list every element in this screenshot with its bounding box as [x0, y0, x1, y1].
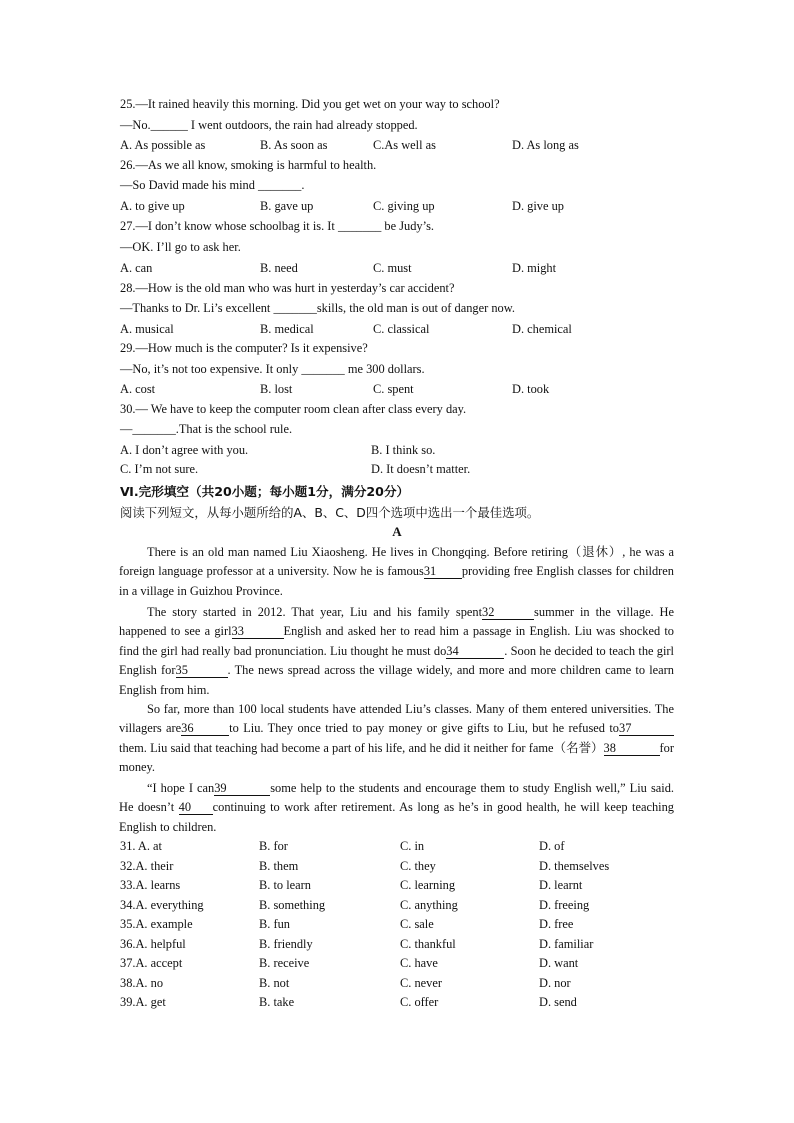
- option-a: A. I don’t agree with you.: [120, 443, 249, 457]
- option-c: C. giving up: [373, 199, 435, 213]
- passage-paragraph-3: So far, more than 100 local students have attended Liu’s classes. Many of them entered universities. The villagers are36 to Liu. They once tried to pay money or give gifts to Liu, but he refused to37them. Liu said that teaching had become a part of his life, and he did it neither for fame（名誉）38 for money.: [119, 702, 674, 775]
- cloze-option-b: B. not: [259, 975, 290, 990]
- cloze-option-a: 38.A. no: [120, 975, 164, 990]
- cloze-option-b: B. to learn: [259, 878, 311, 892]
- cloze-option-d: D. free: [539, 917, 574, 931]
- option-c: C. spent: [373, 382, 414, 396]
- cloze-option-c: C. have: [400, 956, 438, 970]
- cloze-option-d: D. want: [539, 956, 579, 970]
- cloze-option-b: B. them: [259, 858, 299, 873]
- cloze-option-a: 34.A. everything: [120, 897, 204, 912]
- cloze-option-c: C. they: [400, 858, 436, 873]
- cloze-option-b: B. friendly: [259, 936, 313, 951]
- blank-33: 33: [232, 625, 284, 639]
- question-reply: —Thanks to Dr. Li’s excellent _______skills, the old man is out of danger now.: [120, 301, 515, 315]
- option-a: A. can: [120, 261, 153, 275]
- question-stem: 27.—I don’t know whose schoolbag it is. It _______ be Judy’s.: [120, 219, 434, 233]
- cloze-option-a: 37.A. accept: [120, 956, 183, 970]
- cloze-option-d: D. learnt: [539, 878, 583, 892]
- cloze-option-d: D. themselves: [539, 858, 610, 873]
- blank-38: 38: [604, 742, 660, 756]
- question-reply: —So David made his mind _______.: [120, 178, 305, 192]
- option-d: D. It doesn’t matter.: [371, 462, 471, 476]
- cloze-option-a: 31. A. at: [120, 839, 162, 853]
- cloze-option-c: C. anything: [400, 897, 458, 912]
- option-b: B. I think so.: [371, 443, 436, 457]
- option-a: A. musical: [120, 322, 174, 336]
- option-b: B. gave up: [260, 199, 314, 213]
- question-reply: —No.______ I went outdoors, the rain had already stopped.: [120, 118, 418, 132]
- cloze-option-b: B. for: [259, 839, 288, 853]
- cloze-option-d: D. send: [539, 995, 577, 1009]
- blank-40: 40: [179, 801, 213, 815]
- option-d: D. give up: [512, 199, 564, 213]
- question-stem: 29.—How much is the computer? Is it expensive?: [120, 341, 368, 355]
- passage-paragraph-1: There is an old man named Liu Xiaosheng. He lives in Chongqing. Before retiring（退休）, he was a foreign language professor at a university. Now he is famous31 providing free English classes for children in a village in Guizhou Province.: [119, 545, 674, 598]
- option-d: D. chemical: [512, 322, 572, 336]
- question-reply: —No, it’s not too expensive. It only _______ me 300 dollars.: [120, 362, 425, 376]
- cloze-option-c: C. in: [400, 839, 425, 853]
- option-d: D. took: [512, 382, 550, 396]
- question-stem: 25.—It rained heavily this morning. Did you get wet on your way to school?: [120, 97, 500, 111]
- cloze-option-a: 35.A. example: [120, 917, 193, 931]
- option-d: D. might: [512, 261, 557, 275]
- cloze-option-d: D. freeing: [539, 897, 590, 912]
- cloze-option-d: D. familiar: [539, 936, 594, 951]
- option-b: B. need: [260, 261, 298, 275]
- cloze-option-d: D. nor: [539, 975, 571, 990]
- blank-32: 32: [482, 606, 534, 620]
- blank-35: 35: [176, 664, 228, 678]
- cloze-option-a: 33.A. learns: [120, 878, 181, 892]
- question-stem: 30.— We have to keep the computer room clean after class every day.: [120, 402, 467, 416]
- blank-39: 39: [214, 782, 270, 796]
- question-reply: —OK. I’ll go to ask her.: [120, 240, 241, 254]
- cloze-option-a: 39.A. get: [120, 995, 166, 1009]
- option-b: B. medical: [260, 322, 314, 336]
- option-d: D. As long as: [512, 138, 579, 152]
- cloze-option-a: 36.A. helpful: [120, 936, 186, 951]
- option-c: C.As well as: [373, 138, 436, 152]
- option-a: A. As possible as: [120, 138, 206, 152]
- cloze-option-c: C. learning: [400, 878, 456, 892]
- cloze-option-c: C. offer: [400, 995, 439, 1009]
- cloze-option-b: B. receive: [259, 956, 310, 970]
- question-reply: —_______.That is the school rule.: [120, 422, 293, 436]
- cloze-option-b: B. take: [259, 995, 295, 1009]
- option-a: A. cost: [120, 382, 156, 396]
- blank-31: 31: [424, 565, 462, 579]
- passage-paragraph-2: The story started in 2012. That year, Liu and his family spent32 summer in the village. He happened to see a girl33 English and asked her to read him a passage in English. Liu was shocked to find the girl had really bad pronunciation. Liu thought he must do34 . Soon he decided to teach the girl English for35 . The news spread across the village widely, and more and more children came to learn English from him.: [119, 605, 675, 697]
- option-c: C. must: [373, 261, 412, 275]
- blank-34: 34: [446, 645, 504, 659]
- section-title: Ⅵ.完形填空（共20小题；每小题1分，满分20分）: [120, 484, 410, 499]
- option-b: B. As soon as: [260, 138, 328, 152]
- cloze-option-c: C. sale: [400, 917, 434, 931]
- cloze-option-c: C. thankful: [400, 936, 456, 951]
- cloze-option-d: D. of: [539, 839, 565, 853]
- question-stem: 28.—How is the old man who was hurt in yesterday’s car accident?: [120, 281, 455, 295]
- blank-36: 36: [181, 722, 229, 736]
- question-stem: 26.—As we all know, smoking is harmful to health.: [120, 158, 377, 172]
- cloze-option-b: B. something: [259, 897, 326, 912]
- cloze-option-c: C. never: [400, 975, 442, 990]
- option-b: B. lost: [260, 382, 293, 396]
- cloze-option-a: 32.A. their: [120, 858, 174, 873]
- cloze-option-b: B. fun: [259, 917, 290, 931]
- passage-paragraph-4: “I hope I can39 some help to the students and encourage them to study English well,” Liu said. He doesn’t 40 continuing to work after retirement. As long as he’s in good health, he will keep teaching English to children.: [119, 781, 674, 834]
- option-c: C. classical: [373, 322, 430, 336]
- option-a: A. to give up: [120, 199, 185, 213]
- passage-label: A: [392, 524, 402, 539]
- section-instruction: 阅读下列短文，从每小题所给的A、B、C、D四个选项中选出一个最佳选项。: [120, 505, 540, 520]
- option-c: C. I’m not sure.: [120, 462, 199, 476]
- blank-37: 37: [619, 722, 674, 736]
